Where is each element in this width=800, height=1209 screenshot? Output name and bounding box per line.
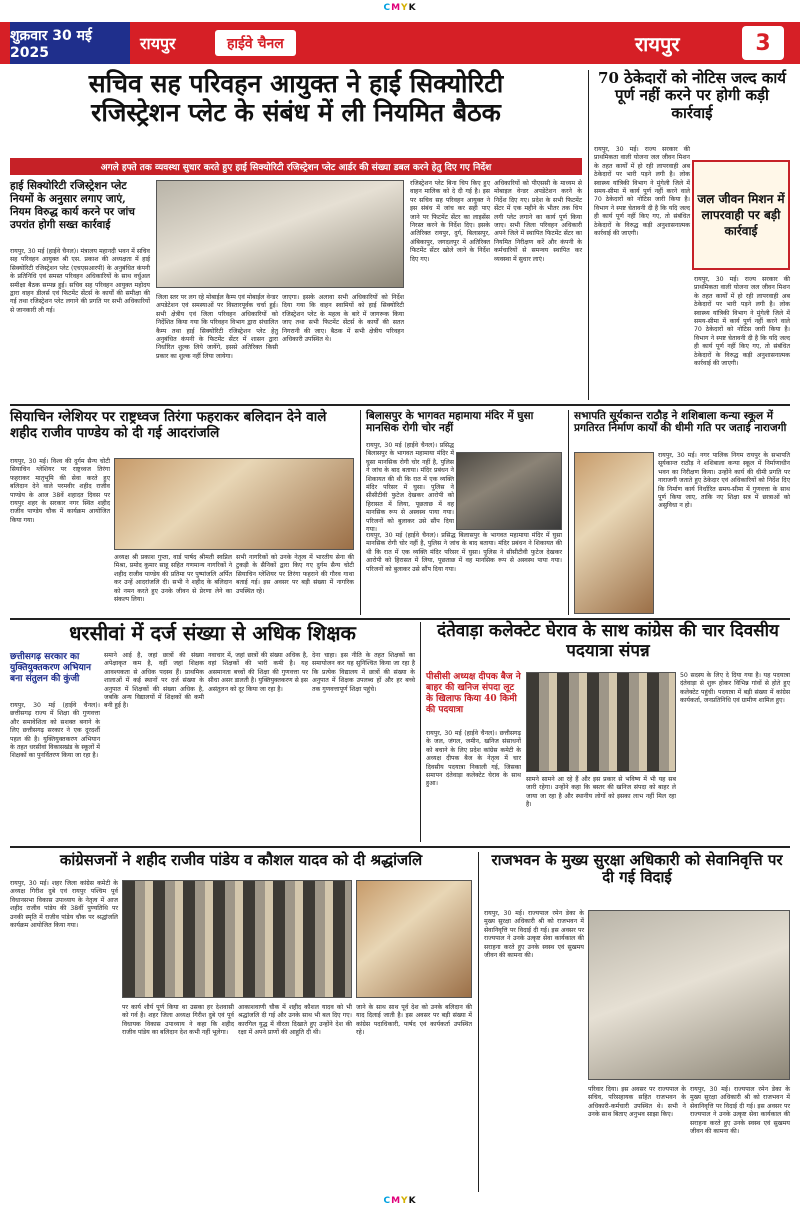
lead-subhead: हाई सिक्योरिटी रजिस्ट्रेशन प्लेट नियमों के अनुसार लगाए जाएं, नियम विरुद्ध कार्य करने पर जांच उपरांत होगी सख्त कार्रवाई [10,180,135,231]
story4-photo-school [574,452,654,614]
lead-col-4: रजिस्ट्रेशन प्लेट बिना चिप किए हुए वाहन मालिक को दे दी गई है। इस पर सचिव सह परिवहन आयुक्त ने इस संबंध में जांच कर सही पाए जाने पर फिटमेंट सेंटर का लाइसेंस निरस्त करने के निर्देश दिए। इसके अतिरिक्त रायपुर, दुर्ग, बिलासपुर, अंबिकापुर, जगदलपुर में अतिरिक्त फिटमेंट सेंटर खोले जाने के निर्देश दिए गए। [410,180,490,263]
city-left: रायपुर [140,34,176,53]
side1-highlight-box: जल जीवन मिशन में लापरवाही पर बड़ी कार्रवाई [692,160,790,270]
story7-photo-tribute-1 [122,880,352,998]
story3-headline: बिलासपुर के भागवत महामाया मंदिर में घुसा मानसिक रोगी चोर नहीं [366,410,534,435]
story7-col-2: पर कार्य शौर्य पूर्ण किया था उसका हर देशवासी को गर्व है। शहर जिला अध्यक्ष गिरीश दुबे एवं पूर्व विधायक विकास उपाध्याय ने कहा कि शहीद राजीव पांडेय का बलिदान देश कभी नहीं भूलेगा। [122,1004,234,1037]
lead-headline: सचिव सह परिवहन आयुक्त ने हाई सिक्योरिटी रजिस्ट्रेशन प्लेट के संबंध में ली नियमित बैठक [88,69,504,127]
story7-col-4: जाने के साथ साथ पूर्व देश को उनके बलिदान की याद दिलाई जाती है। इस अवसर पर बड़ी संख्या में कांग्रेस पदाधिकारी, पार्षद एवं कार्यकर्ता उपस्थित रहे। [356,1004,472,1037]
story6-headline: दंतेवाड़ा कलेक्टेट घेराव के साथ कांग्रेस की चार दिवसीय पदयात्रा संपन्न [437,621,779,661]
story6-col-2: सामने सामने आ रहे हैं और इस प्रकार से भविष्य में भी यह सब जारी रहेगा। उन्होंने कहा कि बस्तर की खनिज संपदा को बाहर ले जाया जा रहा है और स्थानीय लोगों को इसका लाभ नहीं मिल रहा है। [526,776,676,809]
issue-date: शुक्रवार 30 मई 2025 [10,22,130,64]
column-divider-5 [478,852,479,1192]
city-right: रायपुर [585,22,785,64]
story5-headline: धरसीवां में दर्ज संख्या से अधिक शिक्षक [69,621,356,645]
masthead [0,22,800,64]
column-divider [588,70,589,400]
story7-photo-tribute-2 [356,880,472,998]
story2-headline: सियाचिन ग्लेशियर पर राष्ट्रध्वज तिरंगा फहराकर बलिदान देने वाले शहीद राजीव पाण्डेय को दी गई आदरांजलि [10,409,327,441]
story2-photo-tribute [114,458,354,550]
side1-col-2: रायपुर, 30 मई। राज्य सरकार की प्राथमिकता वाली योजना जल जीवन मिशन के तहत कार्यों में हो रही लापरवाही अब ठेकेदारों पर भारी पड़ने लगी है। लोक स्वास्थ्य यांत्रिकी विभाग ने मुंगेली जिले में समय-सीमा में कार्य पूर्ण नहीं करने वाले 70 ठेकेदारों को नोटिस जारी किया है। विभाग ने स्पष्ट चेतावनी दी है कि यदि जल्द ही कार्य पूर्ण नहीं किए गए, तो संबंधित ठेकेदारों के विरुद्ध कड़ी अनुशासनात्मक कार्रवाई की जाएगी। [694,276,790,368]
story5-col-2: समाने आई है, जहां छात्रों की संख्या अपेक्षाकृत कम है, वहीं जहां शिक्षक आवश्यकता से अधिक पदस्थ हैं। प्राथमिक शालाओं में कई स्थानों पर दर्ज संख्या के अनुपात में शिक्षकों की संख्या अधिक है, जबकि अन्य विद्यालयों में शिक्षकों की कमी बनी हुई है। [104,652,204,710]
story5-subhead: छत्तीसगढ़ सरकार का युक्तियुक्तकरण अभियान बना संतुलन की कुंजी [10,652,91,684]
column-divider-4 [420,622,421,842]
side1-col-1: रायपुर, 30 मई। राज्य सरकार की प्राथमिकता वाली योजना जल जीवन मिशन के तहत कार्यों में हो रही लापरवाही अब ठेकेदारों पर भारी पड़ने लगी है। लोक स्वास्थ्य यांत्रिकी विभाग ने मुंगेली जिले में समय-सीमा में कार्य पूर्ण नहीं करने वाले 70 ठेकेदारों को नोटिस जारी किया है। विभाग ने स्पष्ट चेतावनी दी है कि यदि जल्द ही कार्य पूर्ण नहीं किए गए, तो संबंधित ठेकेदारों के विरुद्ध कड़ी अनुशासनात्मक कार्रवाई की जाएगी। [594,146,690,238]
story2-col-3: सभी नागरिकों को उनके नेतृत्व में भारतीय सेना की टुकड़ी के सैनिकों द्वारा किए गए दुर्गम सैन्य चोटी सियाचिन ग्लेशियर पर तिरंगा फहराने की गौरव गाथा बताई गई। इस अवसर पर बड़ी संख्या में नागरिक उपस्थित रहे। [236,554,354,595]
color-bar-top: CMYK [383,3,417,13]
story8-photo-farewell [588,910,790,1080]
story2-col-1: रायपुर, 30 मई। विश्व की दुर्गम सैन्य चोटी सियाचिन ग्लेशियर पर राष्ट्रध्वज तिरंगा फहराकर मातृभूमि की सेवा करते हुए बलिदान देने वाले परमवीर शहीद राजीव पाण्डेय के आज 38वें शहादत दिवस पर रायपुर शहर के सरकार नगर स्थित शहीद राजीव पाण्डेय चौक में कार्यक्रम आयोजित किया गया। [10,458,110,524]
brand-logo: हाईवे चैनल [215,30,296,56]
lead-col-3: जाएगा। इसके अलावा सभी अधिकारियों को निर्देश दिया गया कि वाहन स्वामियों को हाई सिक्योरिटी रजिस्ट्रेशन प्लेट के महत्व के बारे में जागरूक किया जाए तथा सभी फिटमेंट सेंटर्स के कार्यों की सतत निगरानी की जाए। बैठक में सभी क्षेत्रीय परिवहन अधिकारी उपस्थित थे। [282,294,404,344]
story5-col-4: देना चाहा। इस नीति के तहत शिक्षकों का समायोजन कर यह सुनिश्चित किया जा रहा है कि प्रत्येक विद्यालय में छात्रों की संख्या के अनुपात में शिक्षक उपलब्ध हों और हर बच्चे तक गुणवत्तापूर्ण शिक्षा पहुंचे। [312,652,415,693]
section-rule-3 [10,846,790,848]
story6-subhead: पीसीसी अध्यक्ष दीपक बैज ने बाहर की खनिज संपदा लूट के खिलाफ किया 40 किमी की पदयात्रा [426,672,521,715]
story7-headline: कांग्रेसजनों ने शहीद राजीव पांडेय व कौशल यादव को दी श्रद्धांजलि [59,851,423,869]
story7-col-1: रायपुर, 30 मई। शहर जिला कांग्रेस कमेटी के अध्यक्ष गिरीश दुबे एवं रायपुर पश्चिम पूर्व विधानसभा विकास उपाध्याय के नेतृत्व में आज शहीद राजीव पांडेय की 38वीं पुण्यतिथि पर उनकी स्मृति में राजीव पांडेय चौक पर श्रद्धांजलि कार्यक्रम आयोजित किया गया। [10,880,118,930]
story6-col-3: 50 सदस्य के लिए दे दिया गया है। यह पदयात्रा दंतेवाड़ा से शुरू होकर विभिन्न गांवों से होते हुए कलेक्टेट पहुंची। पदयात्रा में बड़ी संख्या में कांग्रेस कार्यकर्ता, जनप्रतिनिधि एवं ग्रामीण शामिल हुए। [680,672,790,705]
column-divider-3 [568,410,569,615]
story3-col-1: रायपुर, 30 मई (हाईवे चैनल)। प्रसिद्ध बिलासपुर के भागवत महामाया मंदिर में घुसा मानसिक रोगी चोर नहीं है, पुलिस ने जांच के बाद बताया। मंदिर प्रबंधन ने शिकायत की थी कि रात में एक व्यक्ति मंदिर परिसर में घुसा। पुलिस ने सीसीटीवी फुटेज देखकर आरोपी को हिरासत में लिया, पूछताछ में वह मानसिक रूप से अस्वस्थ पाया गया। परिजनों को बुलाकर उसे सौंप दिया गया। [366,442,454,534]
story5-col-1: रायपुर, 30 मई (हाईवे चैनल)। छत्तीसगढ़ राज्य में शिक्षा की गुणवत्ता और समावेशिता को सशक्त बनाने के लिए छत्तीसगढ़ सरकार ने एक दूरदर्शी पहल की है। युक्तियुक्तकरण अभियान के तहत धरसीवां विकासखंड के स्कूलों में शिक्षकों का पुनर्वितरण किया जा रहा है। [10,702,100,760]
story5-col-3: नवाचार में, जहां छात्रों की संख्या अधिक है, वहां शिक्षकों की भारी कमी है। यह असमानता बच्चों की शिक्षा की गुणवत्ता पर सीधा असर डालती है। युक्तियुक्तकरण से इस असंतुलन को दूर किया जा रहा है। [208,652,308,693]
section-rule-1 [10,404,790,406]
story3-photo-temple [456,452,562,530]
lead-col-5: अधिकारियों को पीएससी के माध्यम से मोबाइल वेन्डर अपडेटेशन करने के निर्देश दिए गए। प्रदेश के सभी फिटमेंट सेंटर में एक महीने के भीतर तक चिप लगी प्लेट लगाने का कार्य पूर्ण किया जाए। सभी जिला परिवहन अधिकारी अपने जिले में स्थापित फिटमेंट सेंटर का नियमित निरीक्षण करें और कंपनी के कर्मचारियों से समन्वय स्थापित कर व्यवस्था में सुधार लाएं। [494,180,582,263]
story8-headline: राजभवन के मुख्य सुरक्षा अधिकारी को सेवानिवृत्ति पर दी गई विदाई [491,851,783,887]
lead-col-2: जिला स्तर पर लग रहे मोबाईल कैम्प एवं मोबाईल वेन्डर अपडेटेशन एवं समस्याओं पर विस्तारपूर्वक चर्चा हुई। सभी क्षेत्रीय एवं जिला परिवहन अधिकारियों को निर्देशित किया गया कि परिवहन विभाग द्वारा संचालित कैम्प तथा हाई सिक्योरिटी रजिस्ट्रेशन प्लेट हेतु अनुबंधित कंपनी के फिटमेंट सेंटर में शासन द्वारा निर्धारित शुल्क लिये जायेंगे, इससे अतिरिक्त किसी प्रकार का शुल्क नहीं लिया जायेगा। [156,294,278,360]
story4-col-1: रायपुर, 30 मई। नगर पालिक निगम रायपुर के सभापति सूर्यकान्त राठौड़ ने शशिबाला कन्या स्कूल में निर्माणाधीन भवन का निरीक्षण किया। उन्होंने कार्य की धीमी प्रगति पर नाराजगी जताते हुए ठेकेदार एवं अधिकारियों को निर्देश दिए कि निर्माण कार्य निर्धारित समय-सीमा में गुणवत्ता के साथ पूर्ण किया जाए, ताकि नए शिक्षा सत्र में छात्राओं को असुविधा न हो। [658,452,790,510]
lead-photo-meeting [156,180,404,288]
story2-col-2: अध्यक्ष श्री प्रकाश गुप्ता, वार्ड पार्षद श्रीमती स्वप्निल मिश्रा, प्रमोद कुमार साहू सहित गणमान्य नागरिकों ने शहीद राजीव पाण्डेय की प्रतिमा पर पुष्पांजलि अर्पित कर उन्हें आदरांजलि दी। सभी ने शहीद के बलिदान को नमन करते हुए उनके जीवन से प्रेरणा लेने का संकल्प लिया। [114,554,232,604]
lead-col-1: रायपुर, 30 मई (हाईवे चैनल)। मंत्रालय महानदी भवन में सचिव सह परिवहन आयुक्त श्री एस. प्रकाश की अध्यक्षता में हाई सिक्योरिटी रजिस्ट्रेशन प्लेट (एचएसआरपी) के अनुबंधित कंपनी के प्रतिनिधि एवं समस्त परिवहन अधिकारियों के साथ वर्चुअल समीक्षा बैठक सम्पन्न हुई। सचिव सह परिवहन आयुक्त महोदय द्वारा वाहन डीलर्स एवं फिटमेंट सेंटर्स के कार्यों की समीक्षा की गई तथा रजिस्ट्रेशन प्लेट लगाने की प्रगति पर सभी अधिकारियों से जानकारी ली गई। [10,248,150,314]
story6-col-1: रायपुर, 30 मई (हाईवे चैनल)। छत्तीसगढ़ के जल, जंगल, जमीन, खनिज संसाधनों को बचाने के लिए प्रदेश कांग्रेस कमेटी के अध्यक्ष दीपक बैज के नेतृत्व में चार दिवसीय पदयात्रा निकाली गई, जिसका समापन दंतेवाड़ा कलेक्टेट घेराव के साथ हुआ। [426,730,521,788]
page-number: 3 [742,26,784,60]
side1-headline: 70 ठेकेदारों को नोटिस जल्द कार्य पूर्ण नहीं करने पर होगी कड़ी कार्रवाई [598,69,786,122]
story7-col-3: आकाशवाणी चौक में शहीद कौशल यादव को भी श्रद्धांजलि दी गई और उनके साथ भी बल दिए गए। कारगिल युद्ध में वीरता दिखाते हुए उन्होंने देश की रक्षा में अपने प्राणों की आहुति दी थी। [238,1004,352,1037]
lead-deck: अगले हफ्ते तक व्यवस्था सुधार करते हुए हाई सिक्योरिटी रजिस्ट्रेशन प्लेट आर्डर की संख्या डबल करने हेतु दिए गए निर्देश [10,158,582,175]
story6-photo-rally [526,672,676,772]
column-divider-2 [360,410,361,615]
story8-col-1: रायपुर, 30 मई। राज्यपाल रमेन डेका के मुख्य सुरक्षा अधिकारी श्री को राजभवन में सेवानिवृत्ति पर विदाई दी गई। इस अवसर पर राज्यपाल ने उनके उत्कृष्ट सेवा कार्यकाल की सराहना करते हुए उनके स्वस्थ एवं सुखमय जीवन की कामना की। [484,910,584,960]
section-rule-2 [10,618,790,620]
story4-headline: सभापति सूर्यकान्त राठौड़ ने शशिबाला कन्या स्कूल में प्रगतिरत निर्माण कार्यों की धीमी गति पर जताई नाराजगी [574,410,787,435]
color-bar-bottom: CMYK [383,1196,417,1206]
story8-col-3: रायपुर, 30 मई। राज्यपाल रमेन डेका के मुख्य सुरक्षा अधिकारी श्री को राजभवन में सेवानिवृत्ति पर विदाई दी गई। इस अवसर पर राज्यपाल ने उनके उत्कृष्ट सेवा कार्यकाल की सराहना करते हुए उनके स्वस्थ एवं सुखमय जीवन की कामना की। [690,1086,790,1136]
story3-col-2: रायपुर, 30 मई (हाईवे चैनल)। प्रसिद्ध बिलासपुर के भागवत महामाया मंदिर में घुसा मानसिक रोगी चोर नहीं है, पुलिस ने जांच के बाद बताया। मंदिर प्रबंधन ने शिकायत की थी कि रात में एक व्यक्ति मंदिर परिसर में घुसा। पुलिस ने सीसीटीवी फुटेज देखकर आरोपी को हिरासत में लिया, पूछताछ में वह मानसिक रूप से अस्वस्थ पाया गया। परिजनों को बुलाकर उसे सौंप दिया गया। [366,532,562,573]
story8-col-2: परिवार दिया। इस अवसर पर राज्यपाल के सचिव, परिसहायक सहित राजभवन के अधिकारी-कर्मचारी उपस्थित थे। सभी ने उनके साथ बिताए अनुभव साझा किए। [588,1086,686,1119]
